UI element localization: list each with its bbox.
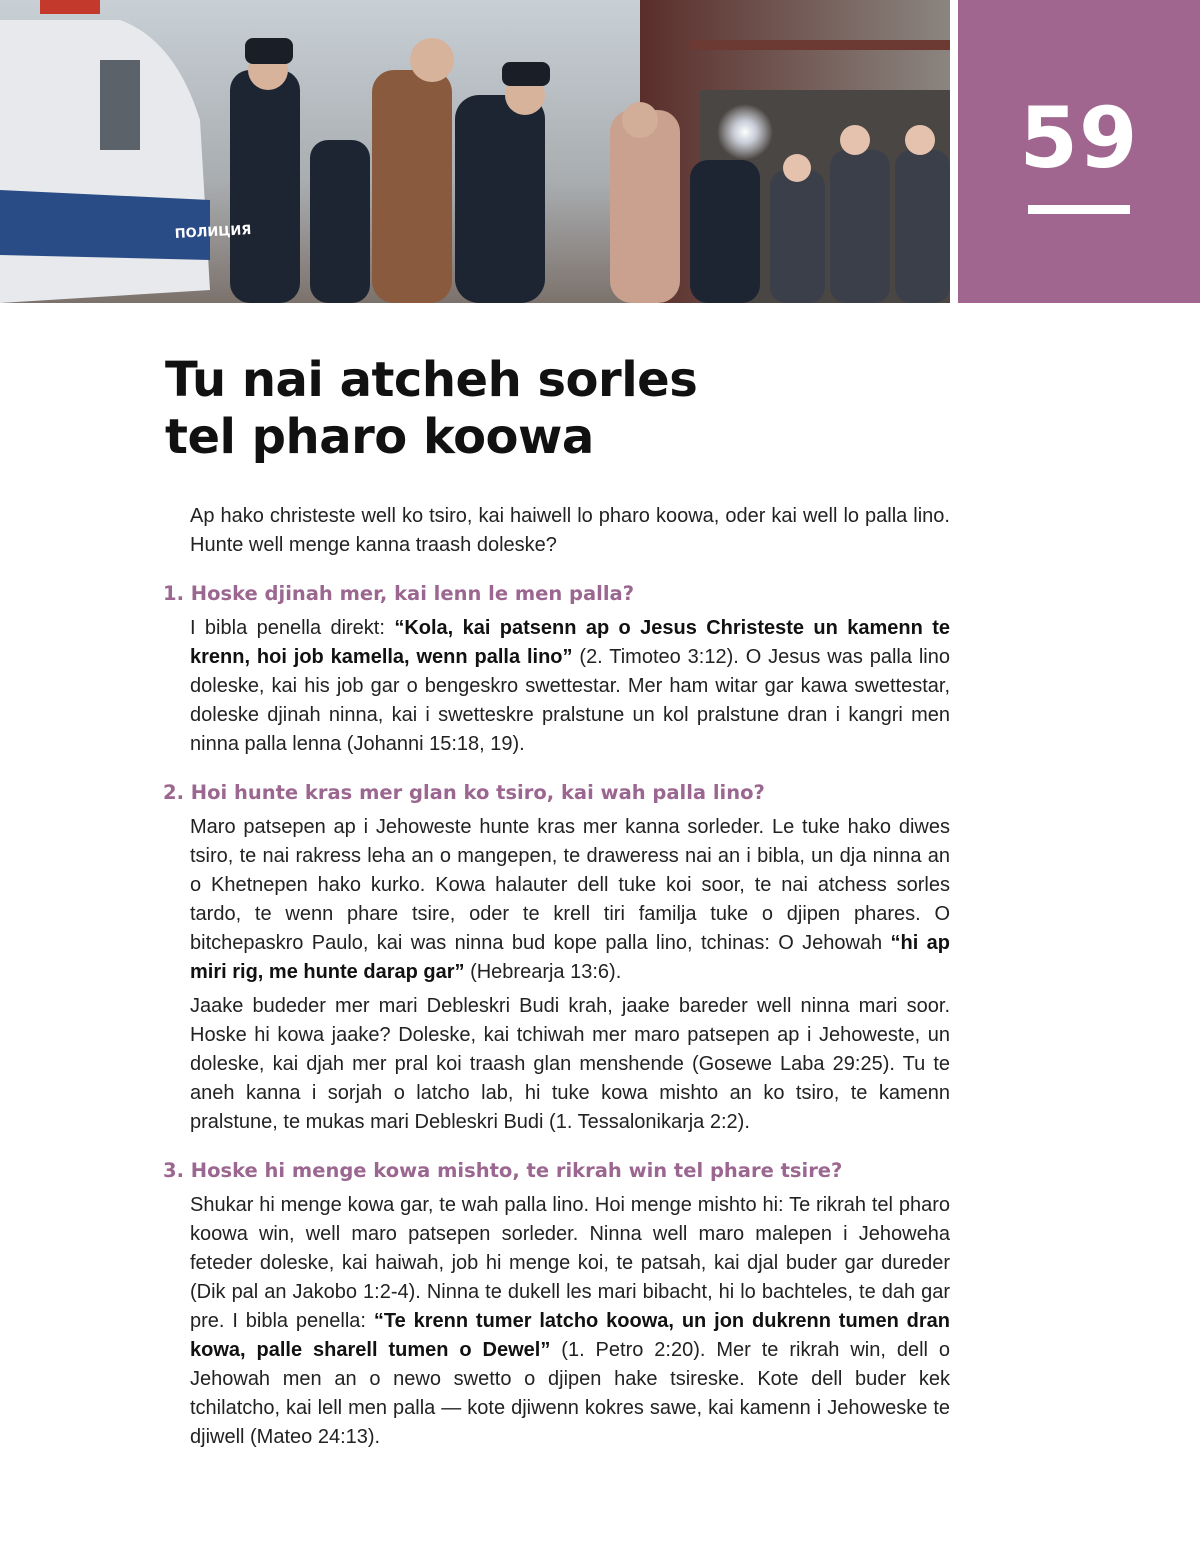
question-3-paragraph <box>190 1191 950 1452</box>
page-title-line-1: Tu nai atcheh sorles <box>165 352 698 408</box>
van-lettering: ПОЛИЦИЯ <box>174 223 252 242</box>
header-photo <box>0 0 950 303</box>
photo-illustration <box>0 0 950 303</box>
text-run: Maro patsepen ap i Jehoweste hunte kras mer kanna sorleder. Le tuke hako diwes tsiro, te nai rakress leha an o mangepen, te draweress nai an i bibla, un dja ninna an o Khetnepen hako kurko. Kowa halauter dell tuke koi soor, te nai atchess sorles tardo, te wenn phare tsire, oder te krell tiri familja tuke o djipen phares. O bitchepaskro Paulo, kai was ninna bud kope palla lino, tchinas: O Jehowah <box>190 816 950 954</box>
bible-quote: “hi ap miri rig, me hunte darap gar” <box>190 932 950 983</box>
lesson-number-tab <box>958 0 1200 303</box>
page-title <box>165 352 925 466</box>
question-2-paragraph-2 <box>190 992 950 1137</box>
text-run: Jaake budeder mer mari Debleskri Budi krah, jaake bareder well ninna mari soor. Hoske hi kowa jaake? Doleske, kai tchiwah mer maro patsepen ap i Jehoweste, un doleske, kai djah mer pral koi traash glan menshende (Gosewe Laba 29:25). Tu te aneh kanna i sorjah o latcho lab, hi tuke kowa mishto an ko tsiro, te kamenn pralstune, te mukas mari Debleskri Budi (1. Tessalonikarja 2:2). <box>190 995 950 1133</box>
question-3-heading: 3. Hoske hi menge kowa mishto, te rikrah win tel phare tsire? <box>163 1159 843 1182</box>
text-run: Shukar hi menge kowa gar, te wah palla lino. Hoi menge mishto hi: Te rikrah tel pharo koowa win, well maro patsepen sorleder. Ninna well maro malepen i Jehoweha feteder doleske, kai haiwah, job hi menge koi, te patsah, kai djal buder gar dureder (Dik pal an Jakobo 1:2-4). Ninna te dukell les mari bibacht, hi lo bachteles, te dah gar pre. I bibla penella: <box>190 1194 950 1332</box>
question-1-heading: 1. Hoske djinah mer, kai lenn le men palla? <box>163 582 635 605</box>
question-1-paragraph <box>190 614 950 759</box>
lesson-body <box>0 500 1200 1452</box>
lesson-number-underline <box>1028 205 1130 214</box>
text-run: I bibla penella direkt: <box>190 617 395 639</box>
bible-quote: “Kola, kai patsenn ap o Jesus Christeste un kamenn te krenn, hoi job kamella, wenn palla lino” <box>190 617 950 668</box>
text-run: (1. Petro 2:20). Mer te rikrah win, dell o Jehowah men an o newo swetto o djipen hake tsireske. Kote dell buder kek tchilatcho, kai lell men palla — kote djiwenn kokres sawe, kai kamenn i Jehoweske te djiwell (Mateo 24:13). <box>190 1339 951 1448</box>
intro-paragraph: Ap hako christeste well ko tsiro, kai haiwell lo pharo koowa, oder kai well lo palla lino. Hunte well menge kanna traash doleske? <box>190 505 950 556</box>
question-2-paragraph-1 <box>190 813 950 987</box>
text-run: (Hebrearja 13:6). <box>464 961 622 983</box>
lesson-number: 59 <box>1019 89 1139 187</box>
bible-quote: “Te krenn tumer latcho koowa, un jon dukrenn tumen dran kowa, palle sharell tumen o Dewel” <box>190 1310 951 1361</box>
text-run: (2. Timoteo 3:12). O Jesus was palla lino doleske, kai his job gar o bengeskro swettestar. Mer ham witar gar kawa swettestar, doleske djinah ninna, kai i swetteskre pralstune un kol pralstune dran i kangri men ninna palla lenna (Johanni 15:18, 19). <box>190 646 950 755</box>
question-2-heading: 2. Hoi hunte kras mer glan ko tsiro, kai wah palla lino? <box>163 781 765 804</box>
page-title-line-2: tel pharo koowa <box>165 409 594 465</box>
